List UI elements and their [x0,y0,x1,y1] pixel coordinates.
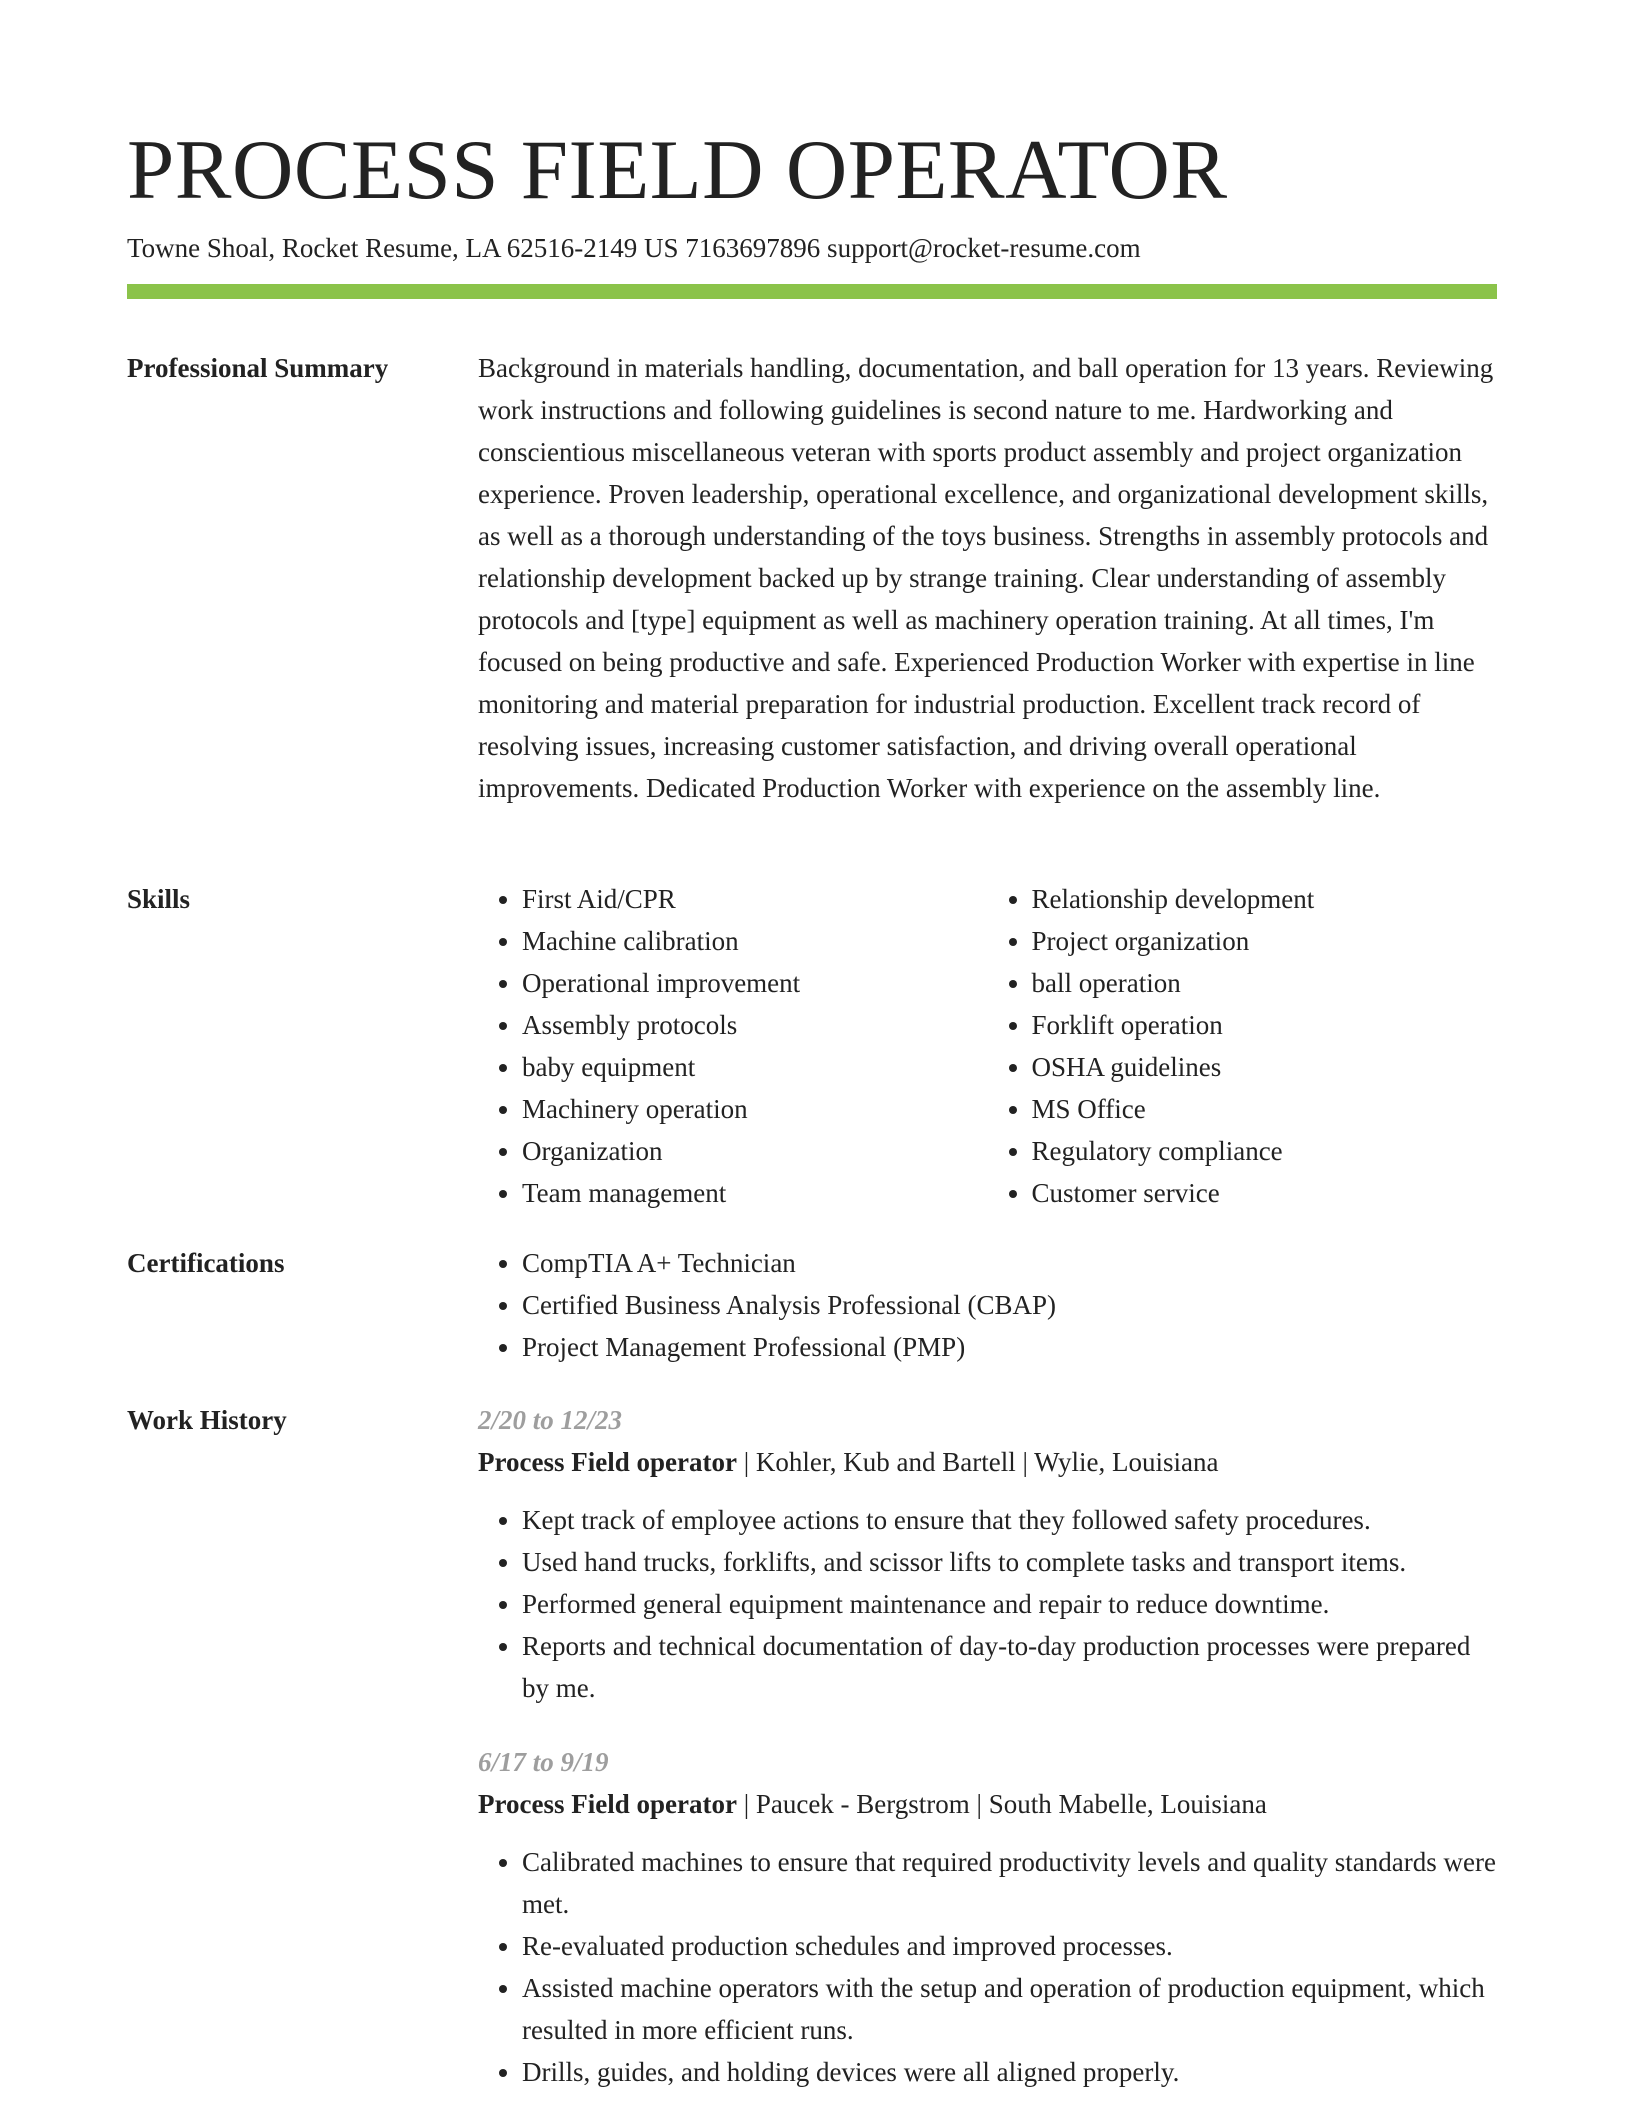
summary-heading: Professional Summary [127,353,389,383]
skill-item: • ball operation [1032,962,1498,1004]
work-history-body [478,1399,1497,2125]
certifications-body [478,1242,1497,1368]
skills-columns [478,878,1497,1214]
job-title: Process Field operator [478,1789,737,1819]
certifications-list [478,1242,1497,1368]
skill-item: • OSHA guidelines [1032,1046,1498,1088]
certification-item: • Certified Business Analysis Professional (CBAP) [522,1284,1497,1326]
certification-item: • Project Management Professional (PMP) [522,1326,1497,1368]
job-bullet: • Kept track of employee actions to ensure that they followed safety procedures. [522,1499,1497,1541]
job-entry [478,1399,1497,1709]
work-history-heading: Work History [127,1405,287,1435]
job-details: | Kohler, Kub and Bartell | Wylie, Louisiana [736,1447,1219,1477]
resume-title: PROCESS FIELD OPERATOR [127,123,1228,217]
skills-list-left [478,878,988,1214]
job-details: | Paucek - Bergstrom | South Mabelle, Louisiana [736,1789,1267,1819]
skill-item: • Machinery operation [522,1088,988,1130]
job-header [478,1783,1497,1825]
skill-item: • Relationship development [1032,878,1498,920]
job-bullet: • Performed general equipment maintenance and repair to reduce downtime. [522,1583,1497,1625]
job-bullet: • Re-evaluated production schedules and improved processes. [522,1925,1497,1967]
job-bullet: • Calibrated machines to ensure that required productivity levels and quality standards were met. [522,1841,1497,1925]
skill-item: • MS Office [1032,1088,1498,1130]
skill-item: • Customer service [1032,1172,1498,1214]
skill-item: • Project organization [1032,920,1498,962]
skill-item: • Assembly protocols [522,1004,988,1046]
skill-item: • baby equipment [522,1046,988,1088]
job-bullet: • Drills, guides, and holding devices were all aligned properly. [522,2051,1497,2093]
contact-line: Towne Shoal, Rocket Resume, LA 62516-2149 US 7163697896 support@rocket-resume.com [127,233,1141,263]
skill-item: • Machine calibration [522,920,988,962]
job-bullet: • Reports and technical documentation of day-to-day production processes were prepared by me. [522,1625,1497,1709]
skill-item: • Team management [522,1172,988,1214]
job-dates: 2/20 to 12/23 [478,1405,623,1435]
certification-item: • CompTIA A+ Technician [522,1242,1497,1284]
header-divider [127,284,1497,299]
job-entry [478,1741,1497,2093]
skill-item: • Operational improvement [522,962,988,1004]
job-title: Process Field operator [478,1447,737,1477]
job-dates: 6/17 to 9/19 [478,1747,609,1777]
certifications-heading: Certifications [127,1248,285,1278]
skill-item: • First Aid/CPR [522,878,988,920]
job-bullet: • Assisted machine operators with the setup and operation of production equipment, which resulted in more efficient runs. [522,1967,1497,2051]
summary-body [478,347,1497,809]
job-bullets [478,1499,1497,1709]
job-bullet: • Used hand trucks, forklifts, and scissor lifts to complete tasks and transport items. [522,1541,1497,1583]
skills-heading: Skills [127,884,191,914]
skill-item: • Regulatory compliance [1032,1130,1498,1172]
summary-text: Background in materials handling, documentation, and ball operation for 13 years. Reviewing work instructions and following guidelines is second nature to me. Hardworking and conscientious miscellaneous veteran with sports product assembly and project organization experience. Proven leadership, operational excellence, and organizational development skills, as well as a thorough understanding of the toys business. Strengths in assembly protocols and relationship development backed up by strange training. Clear understanding of assembly protocols and [type] equipment as well as machinery operation training. At all times, I'm focused on being productive and safe. Experienced Production Worker with expertise in line monitoring and material preparation for industrial production. Excellent track record of resolving issues, increasing customer satisfaction, and driving overall operational improvements. Dedicated Production Worker with experience on the assembly line. [478,353,1494,803]
skill-item: • Forklift operation [1032,1004,1498,1046]
skill-item: • Organization [522,1130,988,1172]
job-bullets [478,1841,1497,2093]
skills-list-right [988,878,1498,1214]
job-header [478,1441,1497,1483]
